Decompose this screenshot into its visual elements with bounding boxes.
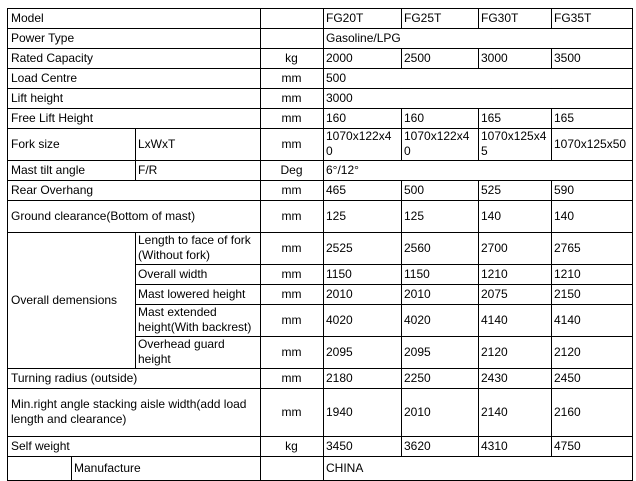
fork-size-unit: mm: [260, 128, 324, 161]
ground-clearance-value-fg30t: 140: [478, 200, 552, 233]
unit-header: [260, 8, 324, 29]
overall-sub-label: Overhead guard height: [135, 336, 261, 369]
overall-sub-value-fg20t: 2095: [323, 336, 402, 369]
overall-sub-value-fg35t: 1210: [551, 264, 633, 285]
rear-overhang-value-fg35t: 590: [551, 180, 633, 201]
fork-size-sub: LxWxT: [135, 128, 261, 161]
aisle-width-value-fg35t: 2160: [551, 388, 633, 437]
fork-size-value-fg35t: 1070x125x50: [551, 128, 633, 161]
overall-sub-unit: mm: [260, 336, 324, 369]
model-fg35t: FG35T: [551, 8, 633, 29]
mast-tilt-unit: Deg: [260, 160, 324, 181]
overall-sub-value-fg20t: 1150: [323, 264, 402, 285]
overall-sub-value-fg20t: 2010: [323, 284, 402, 305]
self-weight-unit: kg: [260, 436, 324, 457]
fork-size-value-fg25t: 1070x122x40: [401, 128, 479, 161]
model-fg20t: FG20T: [323, 8, 402, 29]
overall-sub-value-fg20t: 4020: [323, 304, 402, 337]
overall-sub-label: Length to face of fork (Without fork): [135, 232, 261, 265]
overall-sub-unit: mm: [260, 304, 324, 337]
turning-radius-value-fg20t: 2180: [323, 368, 402, 389]
overall-sub-value-fg35t: 2150: [551, 284, 633, 305]
overall-sub-value-fg30t: 1210: [478, 264, 552, 285]
load-centre-unit: mm: [260, 68, 324, 89]
free-lift-height-value-fg20t: 160: [323, 108, 402, 129]
overall-sub-value-fg35t: 2120: [551, 336, 633, 369]
overall-sub-value-fg35t: 2765: [551, 232, 633, 265]
ground-clearance-value-fg25t: 125: [401, 200, 479, 233]
overall-sub-value-fg25t: 2560: [401, 232, 479, 265]
manufacture-unit: [260, 456, 324, 481]
fork-size-label: Fork size: [7, 128, 136, 161]
rated-capacity-value-fg35t: 3500: [551, 48, 633, 69]
rated-capacity-value-fg25t: 2500: [401, 48, 479, 69]
model-fg25t: FG25T: [401, 8, 479, 29]
overall-sub-label: Mast lowered height: [135, 284, 261, 305]
aisle-width-value-fg30t: 2140: [478, 388, 552, 437]
turning-radius-value-fg25t: 2250: [401, 368, 479, 389]
rated-capacity-value-fg30t: 3000: [478, 48, 552, 69]
overall-sub-label: Mast extended height(With backrest): [135, 304, 261, 337]
overall-sub-value-fg20t: 2525: [323, 232, 402, 265]
fork-size-value-fg20t: 1070x122x40: [323, 128, 402, 161]
overall-dimensions-label: Overall demensions: [7, 232, 136, 369]
overall-sub-value-fg25t: 4020: [401, 304, 479, 337]
self-weight-value-fg20t: 3450: [323, 436, 402, 457]
mast-tilt-sub: F/R: [135, 160, 261, 181]
overall-sub-value-fg25t: 1150: [401, 264, 479, 285]
self-weight-value-fg30t: 4310: [478, 436, 552, 457]
rear-overhang-value-fg30t: 525: [478, 180, 552, 201]
rated-capacity-unit: kg: [260, 48, 324, 69]
rated-capacity-value-fg20t: 2000: [323, 48, 402, 69]
model-label: Model: [7, 8, 261, 29]
turning-radius-unit: mm: [260, 368, 324, 389]
lift-height-label: Lift height: [7, 88, 261, 109]
rear-overhang-label: Rear Overhang: [7, 180, 261, 201]
power-type-label: Power Type: [7, 28, 261, 49]
ground-clearance-value-fg35t: 140: [551, 200, 633, 233]
rear-overhang-unit: mm: [260, 180, 324, 201]
rear-overhang-value-fg25t: 500: [401, 180, 479, 201]
rear-overhang-value-fg20t: 465: [323, 180, 402, 201]
free-lift-height-unit: mm: [260, 108, 324, 129]
overall-sub-value-fg25t: 2095: [401, 336, 479, 369]
overall-sub-value-fg30t: 2700: [478, 232, 552, 265]
free-lift-height-value-fg30t: 165: [478, 108, 552, 129]
power-type-unit: [260, 28, 324, 49]
turning-radius-value-fg35t: 2450: [551, 368, 633, 389]
overall-sub-unit: mm: [260, 264, 324, 285]
overall-sub-value-fg30t: 4140: [478, 304, 552, 337]
overall-sub-value-fg30t: 2075: [478, 284, 552, 305]
model-fg30t: FG30T: [478, 8, 552, 29]
free-lift-height-label: Free Lift Height: [7, 108, 261, 129]
overall-sub-value-fg30t: 2120: [478, 336, 552, 369]
free-lift-height-value-fg25t: 160: [401, 108, 479, 129]
self-weight-label: Self weight: [7, 436, 261, 457]
manufacture-label: Manufacture: [71, 456, 261, 481]
overall-sub-unit: mm: [260, 232, 324, 265]
power-type-value: Gasoline/LPG: [323, 28, 633, 49]
manufacture-value: CHINA: [323, 456, 633, 481]
self-weight-value-fg25t: 3620: [401, 436, 479, 457]
mast-tilt-value: 6°/12°: [323, 160, 633, 181]
mast-tilt-label: Mast tilt angle: [7, 160, 136, 181]
ground-clearance-value-fg20t: 125: [323, 200, 402, 233]
self-weight-value-fg35t: 4750: [551, 436, 633, 457]
aisle-width-value-fg20t: 1940: [323, 388, 402, 437]
fork-size-value-fg30t: 1070x125x45: [478, 128, 552, 161]
overall-sub-value-fg35t: 4140: [551, 304, 633, 337]
rated-capacity-label: Rated Capacity: [7, 48, 261, 69]
turning-radius-value-fg30t: 2430: [478, 368, 552, 389]
lift-height-value: 3000: [323, 88, 633, 109]
overall-sub-value-fg25t: 2010: [401, 284, 479, 305]
overall-sub-unit: mm: [260, 284, 324, 305]
lift-height-unit: mm: [260, 88, 324, 109]
aisle-width-label: Min.right angle stacking aisle width(add load length and clearance): [7, 388, 261, 437]
overall-sub-label: Overall width: [135, 264, 261, 285]
load-centre-value: 500: [323, 68, 633, 89]
aisle-width-unit: mm: [260, 388, 324, 437]
ground-clearance-label: Ground clearance(Bottom of mast): [7, 200, 261, 233]
turning-radius-label: Turning radius (outside): [7, 368, 261, 389]
manufacture-blank: [7, 456, 72, 481]
free-lift-height-value-fg35t: 165: [551, 108, 633, 129]
ground-clearance-unit: mm: [260, 200, 324, 233]
aisle-width-value-fg25t: 2010: [401, 388, 479, 437]
load-centre-label: Load Centre: [7, 68, 261, 89]
